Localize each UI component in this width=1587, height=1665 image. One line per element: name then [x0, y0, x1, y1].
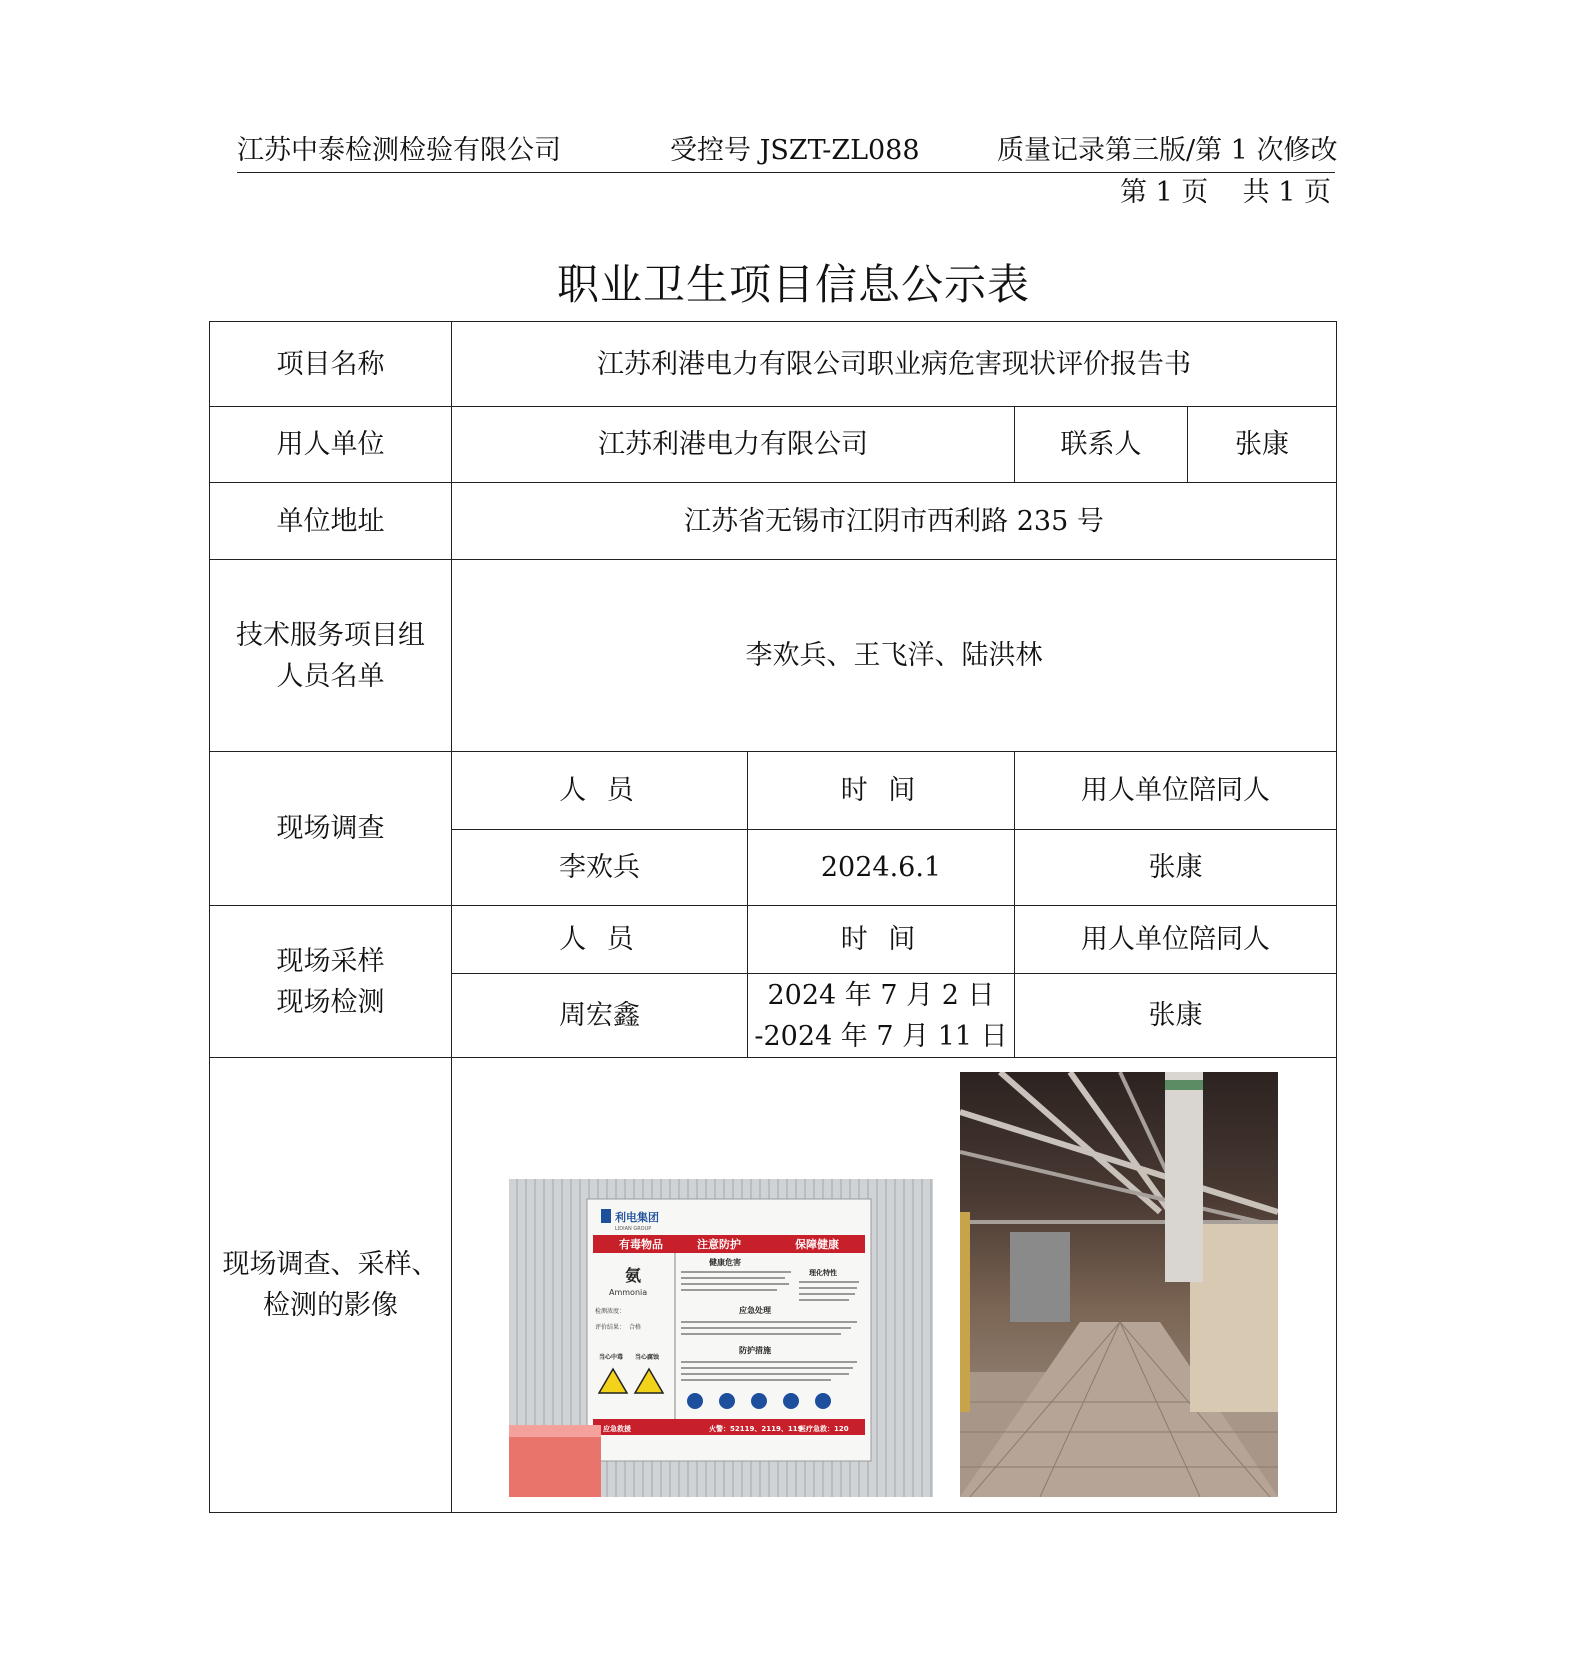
address-value: 江苏省无锡市江阴市西利路 235 号: [452, 483, 1337, 560]
survey-header-time: 时 间: [748, 752, 1015, 830]
sign-properties: 理化特性: [809, 1269, 837, 1277]
survey-companion: 张康: [1015, 830, 1337, 906]
brand-logo-icon: [601, 1209, 611, 1223]
document-title: 职业卫生项目信息公示表: [556, 260, 1030, 309]
sign-detect-label: 检测浓度：: [595, 1308, 626, 1315]
row-images: [210, 1058, 1337, 1513]
sign-band-left: 有毒物品: [619, 1238, 663, 1251]
sampling-companion: 张康: [1015, 974, 1337, 1058]
info-table: [209, 321, 1337, 1513]
row-survey-header: [210, 752, 1337, 830]
sign-warn-poison: 当心中毒: [599, 1354, 624, 1361]
sign-protection: 防护措施: [739, 1346, 771, 1355]
sign-footer-phone: 火警：52119、2119、119: [709, 1425, 803, 1433]
sign-eval-value: 合格: [629, 1324, 642, 1331]
sampling-label-line-2: 现场检测: [276, 986, 385, 1018]
corridor-photo: [960, 1072, 1278, 1497]
header-control-number: 受控号 JSZT-ZL088: [670, 135, 920, 166]
row-address: [210, 483, 1337, 560]
survey-time: 2024.6.1: [748, 830, 1015, 906]
page-number: 第 1 页 共 1 页: [1119, 177, 1331, 208]
large-insulated-pipe: [1165, 1072, 1203, 1282]
row-project-name: [210, 322, 1337, 407]
sign-substance: 氨: [625, 1266, 642, 1285]
contact-label: 联系人: [1015, 407, 1188, 483]
sampling-time: [748, 974, 1015, 1058]
right-wall-panel: [1190, 1222, 1278, 1412]
images-label: [210, 1058, 452, 1513]
address-label: 单位地址: [210, 483, 452, 560]
sampling-time-end: -2024 年 7 月 11 日: [754, 1020, 1008, 1052]
sign-footer-right: 医疗急救：120: [799, 1425, 849, 1433]
corridor-drawing: [960, 1072, 1278, 1497]
sign-brand: 利电集团: [615, 1211, 659, 1224]
team-label-line-1: 技术服务项目组: [236, 619, 425, 651]
sign-first-aid: 应急处理: [739, 1306, 771, 1315]
sampling-header-time: 时 间: [748, 906, 1015, 974]
header-company: 江苏中泰检测检验有限公司: [237, 135, 561, 166]
yellow-pipe: [960, 1212, 970, 1412]
team-value: 李欢兵、王飞洋、陆洪林: [452, 560, 1337, 752]
images-label-line-1: 现场调查、采样、: [222, 1249, 439, 1280]
survey-person: 李欢兵: [452, 830, 748, 906]
sign-brand-en: LIDIAN GROUP: [615, 1226, 652, 1232]
equipment-cabinet: [1010, 1232, 1070, 1322]
sign-footer-left: 应急救援: [603, 1425, 631, 1433]
sampling-label: [210, 906, 452, 1058]
sign-warn-corrosion: 当心腐蚀: [635, 1354, 660, 1361]
team-label: [210, 560, 452, 752]
survey-header-person: 人 员: [452, 752, 748, 830]
photo-area: [452, 1058, 1336, 1512]
row-team: [210, 560, 1337, 752]
project-name-label: 项目名称: [210, 322, 452, 407]
row-employer: [210, 407, 1337, 483]
survey-header-companion: 用人单位陪同人: [1015, 752, 1337, 830]
project-name-value: 江苏利港电力有限公司职业病危害现状评价报告书: [452, 322, 1337, 407]
toxic-sign-photo: [509, 1179, 933, 1497]
survey-label: 现场调查: [210, 752, 452, 906]
toxic-sign-drawing: [509, 1179, 933, 1497]
sampling-person: 周宏鑫: [452, 974, 748, 1058]
images-label-line-2: 检测的影像: [263, 1290, 398, 1321]
sign-band-mid: 注意防护: [697, 1238, 741, 1251]
sampling-label-line-1: 现场采样: [276, 945, 385, 977]
team-label-line-2: 人员名单: [276, 660, 385, 692]
sampling-header-person: 人 员: [452, 906, 748, 974]
header-version: 质量记录第三版/第 1 次修改: [997, 135, 1338, 166]
header-rule: [237, 172, 1335, 173]
sign-substance-en: Ammonia: [609, 1288, 648, 1297]
employer-value: 江苏利港电力有限公司: [452, 407, 1015, 483]
sampling-time-start: 2024 年 7 月 2 日: [767, 979, 995, 1011]
sign-eval-label: 评价结果：: [595, 1324, 626, 1331]
employer-label: 用人单位: [210, 407, 452, 483]
sign-band-right: 保障健康: [795, 1238, 839, 1251]
contact-value: 张康: [1188, 407, 1337, 483]
row-sampling-header: [210, 906, 1337, 974]
images-cell: [452, 1058, 1337, 1513]
sampling-header-companion: 用人单位陪同人: [1015, 906, 1337, 974]
sign-health-hazard: 健康危害: [709, 1258, 741, 1267]
